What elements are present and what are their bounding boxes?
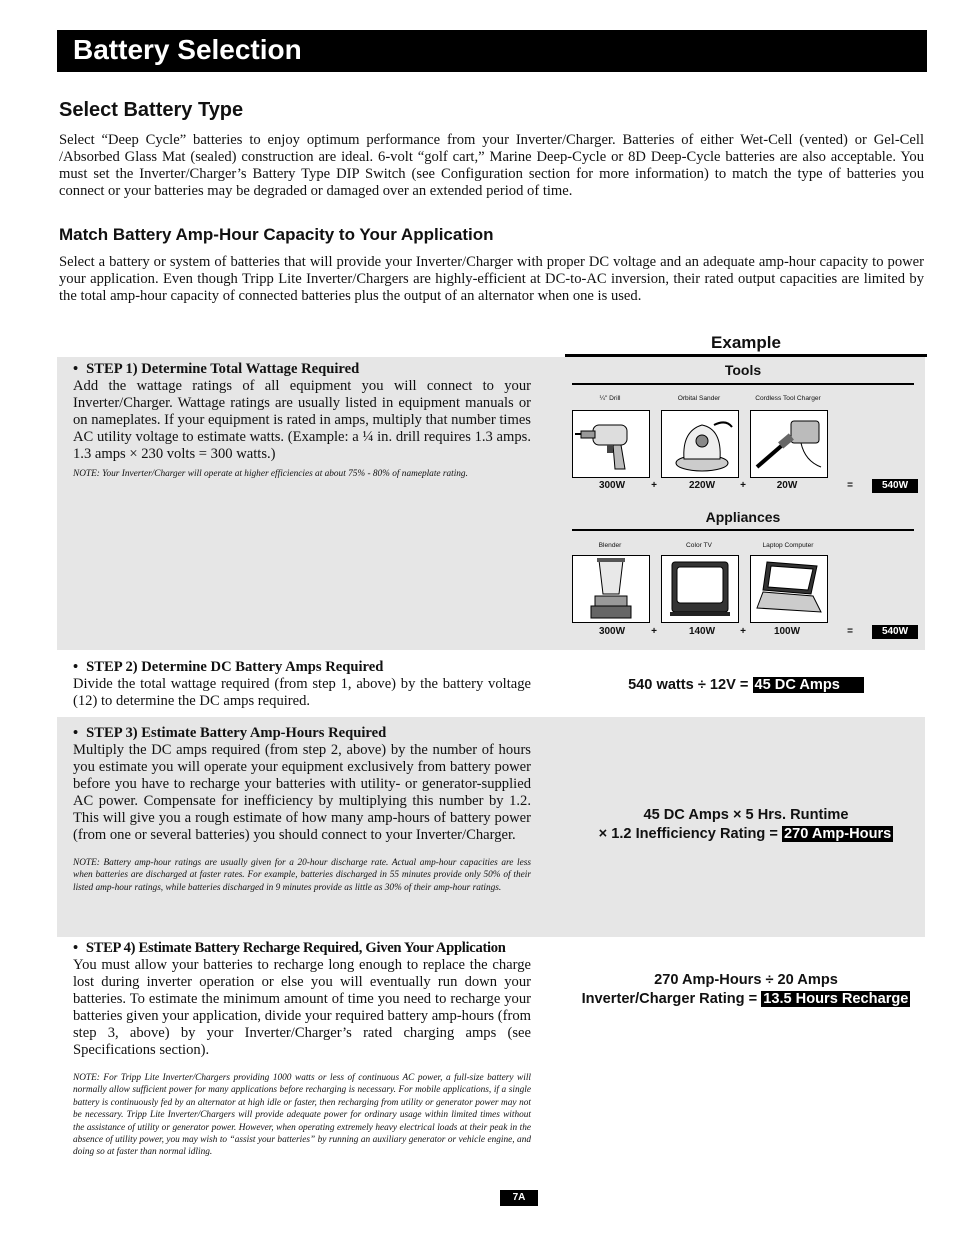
sander-icon [661,410,739,478]
tool-label-drill: ¼" Drill [599,395,621,402]
tools-equals: = [847,480,853,491]
section-body-capacity: Select a battery or system of batteries that will provide your Inverter/Charger with proper DC voltage and an adequate amp-hour capacity to power your application. Even though Tripp Lite Inverter/Chargers are highly-efficient at DC-to-AC inversion, their rated output capacities are limited by the total amp-hour capacity of connected batteries plus the output of an alternator when one is used. [59,254,924,304]
appliances-rule [572,529,914,531]
step4-title: • STEP 4) Estimate Battery Recharge Required, Given Your Application [73,940,506,956]
tool-watts-sander: 220W [688,480,716,491]
appliance-watts-laptop: 100W [773,626,801,637]
tool-charger-icon [750,410,828,478]
step3-body: Multiply the DC amps required (from step 2, above) by the number of hours you estimate you will operate your equipment exclusively from battery power before you have to recharge your batteries with utility- or generator-supplied AC power. Compensate for inefficiency by multiplying this number by 1.2. This will give you a rough estimate of how many amp-hours of battery power (from one or several batteries) you should connect to your Inverter/Charger. [73,742,531,843]
laptop-icon [750,555,828,623]
step3-block [73,725,531,894]
appliances-plus-2: + [740,626,746,637]
step2-result: 45 DC Amps [753,677,864,693]
step4-block [73,940,531,1159]
appliance-watts-tv: 140W [688,626,716,637]
step3-note: NOTE: Battery amp-hour ratings are usually given for a 20-hour discharge rate. Actual amp-hour capacities are less when batteries are discharged at faster rates. For example, batteries discharged in 55 minutes provide only 50% of their listed amp-hour ratings, while batteries discharged in 9 minutes provide as little as 30% of their amp-hour ratings. [73,858,531,893]
appliances-plus-1: + [651,626,657,637]
appliance-watts-blender: 300W [598,626,626,637]
appliances-total: 540W [872,625,918,639]
tool-watts-drill: 300W [598,480,626,491]
step1-block [73,361,531,480]
step3-title: • STEP 3) Estimate Battery Amp-Hours Required [73,725,387,741]
step2-block [73,659,531,710]
page-title: Battery Selection [73,34,302,65]
step1-note: NOTE: Your Inverter/Charger will operate at higher efficiencies at about 75% - 80% of nameplate rating. [73,469,468,479]
appliance-label-laptop: Laptop Computer [762,542,814,549]
section-title-battery-type: Select Battery Type [59,99,244,121]
tool-watts-charger: 20W [776,480,798,491]
blender-icon [572,555,650,623]
header-bar [57,30,927,72]
tv-icon [661,555,739,623]
step2-body: Divide the total wattage required (from step 1, above) by the battery voltage (12) to determine the DC amps required. [73,676,531,709]
step1-title: • STEP 1) Determine Total Wattage Required [73,361,360,377]
tools-rule [572,383,914,385]
appliance-label-blender: Blender [598,542,622,549]
step4-body: You must allow your batteries to recharge long enough to replace the charge lost during inverter operation or else you will eventually run down your batteries. To estimate the minimum amount of time you need to recharge your batteries given your application, divide your required battery amp-hours (from step 3, above) by your Inverter/Charger’s rated charging amps (see Specifications section). [73,957,531,1058]
appliance-label-tv: Color TV [686,542,712,549]
step1-body: Add the wattage ratings of all equipment you will connect to your Inverter/Charger. Wattage ratings are usually listed in equipment manuals or on nameplates. If your equipment is rated in amps, multiply that number times AC utility voltage to estimate watts. (Example: a ¼ in. drill requires 1.3 amps. 1.3 amps × 230 volts = 300 watts.) [73,378,531,462]
tool-label-charger: Cordless Tool Charger [755,395,821,402]
tools-title: Tools [724,362,762,378]
step4-calc: 270 Amp-Hours ÷ 20 Amps Inverter/Charger Rating = 13.5 Hours Recharge [581,972,909,1007]
tools-plus-1: + [651,480,657,491]
step3-result: 270 Amp-Hours [783,826,892,842]
appliances-title: Appliances [705,509,781,525]
step2-calc: 540 watts ÷ 12V = 45 DC Amps [565,676,927,695]
tools-plus-2: + [740,480,746,491]
section-body-battery-type: Select “Deep Cycle” batteries to enjoy optimum performance from your Inverter/Charger. Batteries of either Wet-Cell (vented) or Gel-Cell /Absorbed Glass Mat (sealed) construction are ideal. 6-volt “golf cart,” Marine Deep-Cycle or 8D Deep-Cycle batteries are also acceptable. You must set the Inverter/Charger’s Battery Type DIP Switch (see Configuration section for more information) to match the type of batteries you connect or your batteries may be degraded or damaged over an extended period of time. [59,132,924,199]
appliances-equals: = [847,626,853,637]
step3-calc: 45 DC Amps × 5 Hrs. Runtime × 1.2 Inefficiency Rating = 270 Amp-Hours [598,807,892,842]
step2-title: • STEP 2) Determine DC Battery Amps Required [73,659,384,675]
tool-label-sander: Orbital Sander [677,395,721,402]
step4-result: 13.5 Hours Recharge [763,991,909,1007]
step4-note: NOTE: For Tripp Lite Inverter/Chargers providing 1000 watts or less of continuous AC power, a full-size battery will normally allow sufficient power for many applications before recharging is necessary. For mobile applications, if a single battery is continuously fed by an alternator at high idle or faster, then recharging from utility or generator power may not be necessary. Tripp Lite Inverter/Chargers will provide adequate power for ordinary usage within limited times without the assistance of utility or generator power. However, when operating extremely heavy electrical loads at their peak in the absence of utility power, you may wish to “assist your batteries” by running an auxiliary generator or vehicle engine, and doing so at faster than normal idling. [73,1073,531,1158]
example-label: Example [711,333,781,352]
page-number: 7A [500,1190,538,1206]
section-title-capacity: Match Battery Amp-Hour Capacity to Your Application [59,225,494,244]
tools-total: 540W [872,479,918,493]
drill-icon [572,410,650,478]
